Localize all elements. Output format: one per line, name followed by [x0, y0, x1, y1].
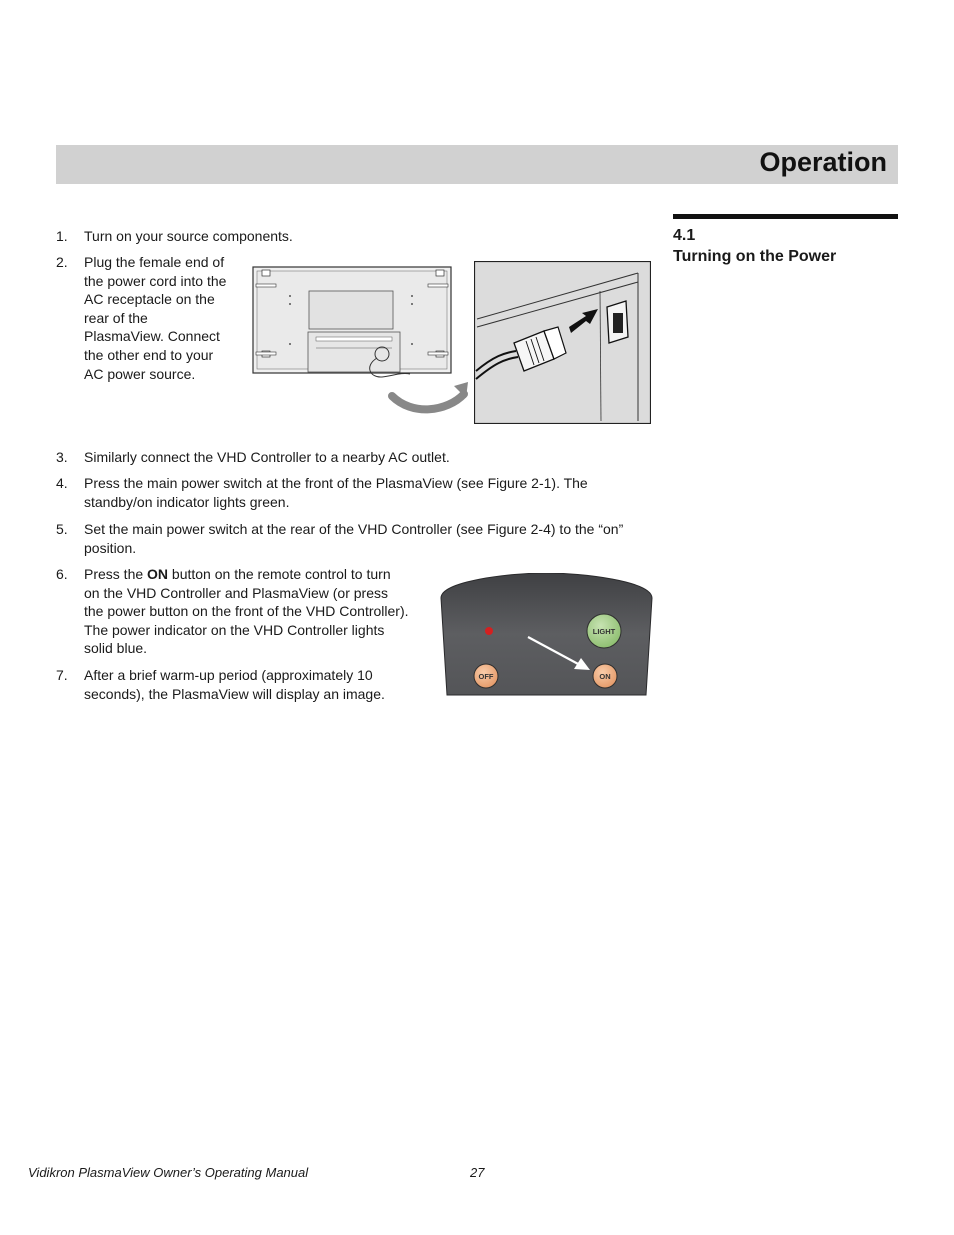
- off-button-label: OFF: [478, 672, 494, 681]
- step-text: Set the main power switch at the rear of the VHD Controller (see Figure 2-4) to the “on” position.: [84, 521, 624, 556]
- on-keyword: ON: [147, 566, 169, 582]
- led-indicator: [485, 627, 493, 635]
- step-number: 5.: [56, 521, 68, 537]
- step-text: After a brief warm-up period (approximately 10 seconds), the PlasmaView will display an image.: [84, 667, 385, 702]
- step-number: 7.: [56, 667, 68, 683]
- light-button-label: LIGHT: [592, 627, 616, 636]
- step-number: 6.: [56, 566, 68, 582]
- footer-manual-title: Vidikron PlasmaView Owner’s Operating Manual: [28, 1165, 309, 1180]
- step-text: [84, 565, 410, 658]
- step-number: 1.: [56, 228, 68, 244]
- section-title: Turning on the Power: [673, 248, 837, 265]
- step-number: 3.: [56, 449, 68, 465]
- plasmaview-rear-figure: [252, 266, 470, 416]
- step-text: Plug the female end of the power cord into the AC receptacle on the rear of the PlasmaView. Connect the other end to your AC power source.: [84, 254, 227, 382]
- power-cord-closeup-figure: [474, 261, 651, 424]
- step-number: 4.: [56, 475, 68, 491]
- chapter-header-bar: [56, 145, 898, 184]
- step-text: Press the main power switch at the front of the PlasmaView (see Figure 2-1). The standby/on indicator lights green.: [84, 475, 588, 510]
- chapter-title: Operation: [759, 147, 887, 177]
- step-text-part: button on the remote control to turn on the VHD Controller and PlasmaView (or press the power button on the front of the VHD Controller). The power indicator on the VHD Controller lights solid blue.: [84, 566, 409, 657]
- step-number: 2.: [56, 254, 68, 270]
- step-text-part: Press the: [84, 566, 148, 582]
- step-text: Turn on your source components.: [84, 228, 293, 244]
- footer-page-number: 27: [470, 1165, 485, 1180]
- remote-control-figure: [440, 573, 653, 696]
- section-rule: [673, 214, 898, 219]
- step-text: Similarly connect the VHD Controller to a nearby AC outlet.: [84, 449, 450, 465]
- section-number: 4.1: [673, 227, 696, 244]
- on-button-label: ON: [599, 672, 611, 681]
